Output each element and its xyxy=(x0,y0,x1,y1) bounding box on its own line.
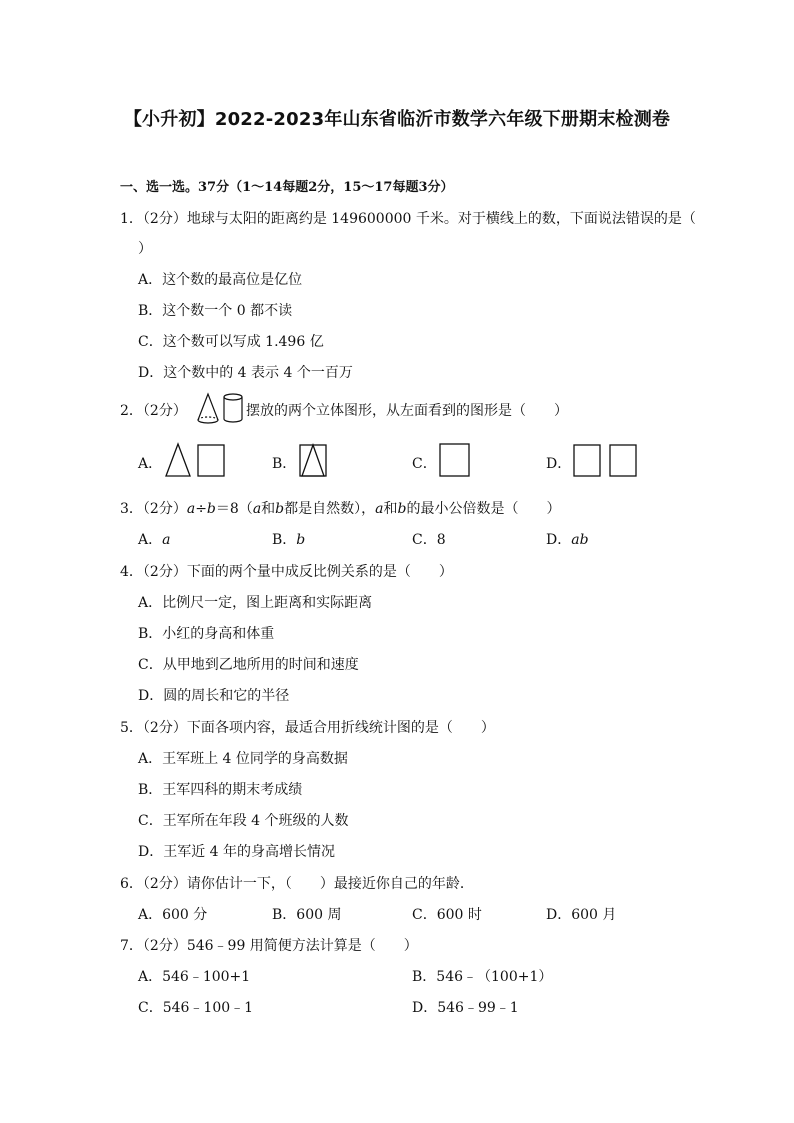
question-6-option-d: D．600 月 xyxy=(546,907,617,923)
question-7-option-b: B．546﹣（100+1） xyxy=(412,969,553,985)
q3-var-a: a xyxy=(186,501,196,517)
question-7-stem: 7．（2分）546﹣99 用简便方法计算是（ ） xyxy=(120,938,418,954)
question-2-option-a-label: A． xyxy=(138,456,163,472)
q3-var-b2: b xyxy=(275,501,285,517)
question-2-prefix: 2．（2分） xyxy=(120,403,187,419)
cylinder-shape xyxy=(224,394,242,422)
q3-and2: 和 xyxy=(383,501,398,517)
question-4-option-c: C．从甲地到乙地所用的时间和速度 xyxy=(138,657,359,673)
option-d-two-squares xyxy=(572,442,640,478)
question-1-option-b: B．这个数一个 0 都不读 xyxy=(138,303,293,319)
document-title: 【小升初】2022-2023年山东省临沂市数学六年级下册期末检测卷 xyxy=(123,109,671,130)
question-4-option-b: B．小红的身高和体重 xyxy=(138,626,275,642)
option-b-triangle-in-square xyxy=(298,442,332,478)
q3-natural: 都是自然数）， xyxy=(284,501,376,517)
question-1-stem-end: ） xyxy=(138,241,152,257)
question-6-stem: 6．（2分）请你估计一下，（ ）最接近你自己的年龄． xyxy=(120,876,474,892)
square-shape xyxy=(440,444,469,476)
q3-var-a2: a xyxy=(252,501,262,517)
question-5-stem: 5．（2分）下面各项内容，最适合用折线统计图的是（ ） xyxy=(120,720,495,736)
square-shape xyxy=(574,445,600,476)
question-1-option-d: D．这个数中的 4 表示 4 个一百万 xyxy=(138,365,353,381)
q3-lcm: 的最小公倍数是（ ） xyxy=(406,501,561,517)
option-c-square xyxy=(438,442,472,478)
q3-var-b3: b xyxy=(397,501,407,517)
question-3-option-b: B．b xyxy=(272,532,306,548)
question-6-option-c: C．600 时 xyxy=(412,907,482,923)
q3-and: 和 xyxy=(261,501,276,517)
question-2-stem: 摆放的两个立体图形，从左面看到的图形是（ ） xyxy=(246,403,568,419)
triangle-shape xyxy=(302,445,324,476)
q3-var-b: b xyxy=(206,501,216,517)
question-7-option-c: C．546﹣100﹣1 xyxy=(138,1000,254,1016)
question-3-option-a: A．a xyxy=(138,532,171,548)
q3-div: ÷ xyxy=(195,501,207,517)
question-1-stem: 1．（2分）地球与太阳的距离约是 149600000 千米。对于横线上的数，下面说法错误的是（ xyxy=(120,211,696,227)
q3-prefix: 3．（2分） xyxy=(120,501,187,517)
question-5-option-d: D．王军近 4 年的身高增长情况 xyxy=(138,844,336,860)
question-1-option-c: C．这个数可以写成 1.496 亿 xyxy=(138,334,324,350)
section-heading: 一、选一选。37分（1～14每题2分，15～17每题3分） xyxy=(120,180,454,195)
question-4-option-a: A．比例尺一定，图上距离和实际距离 xyxy=(138,595,373,611)
question-5-option-a: A．王军班上 4 位同学的身高数据 xyxy=(138,751,348,767)
question-7-option-d: D．546﹣99﹣1 xyxy=(412,1000,519,1016)
question-4-stem: 4．（2分）下面的两个量中成反比例关系的是（ ） xyxy=(120,564,453,580)
option-a-triangle-square xyxy=(164,442,228,478)
question-5-option-c: C．王军所在年段 4 个班级的人数 xyxy=(138,813,349,829)
question-2-option-d-label: D． xyxy=(546,456,572,472)
question-1-option-a: A．这个数的最高位是亿位 xyxy=(138,272,303,288)
question-2-option-c-label: C． xyxy=(412,456,437,472)
question-5-option-b: B．王军四科的期末考成绩 xyxy=(138,782,303,798)
question-6-option-a: A．600 分 xyxy=(138,907,208,923)
question-7-option-a: A．546﹣100+1 xyxy=(138,969,251,985)
cone-cylinder-figure xyxy=(196,392,246,424)
square-shape xyxy=(198,445,224,476)
question-3-stem xyxy=(120,498,560,518)
question-2-option-b-label: B． xyxy=(272,456,297,472)
triangle-shape xyxy=(166,444,190,476)
q3-eq: ＝8（ xyxy=(215,501,253,517)
question-3-option-c: C．8 xyxy=(412,532,446,548)
q3-var-a3: a xyxy=(375,501,384,517)
cone-shape xyxy=(198,394,218,423)
square-shape xyxy=(610,445,636,476)
question-4-option-d: D．圆的周长和它的半径 xyxy=(138,688,290,704)
question-3-option-d: D．ab xyxy=(546,532,589,548)
question-6-option-b: B．600 周 xyxy=(272,907,342,923)
